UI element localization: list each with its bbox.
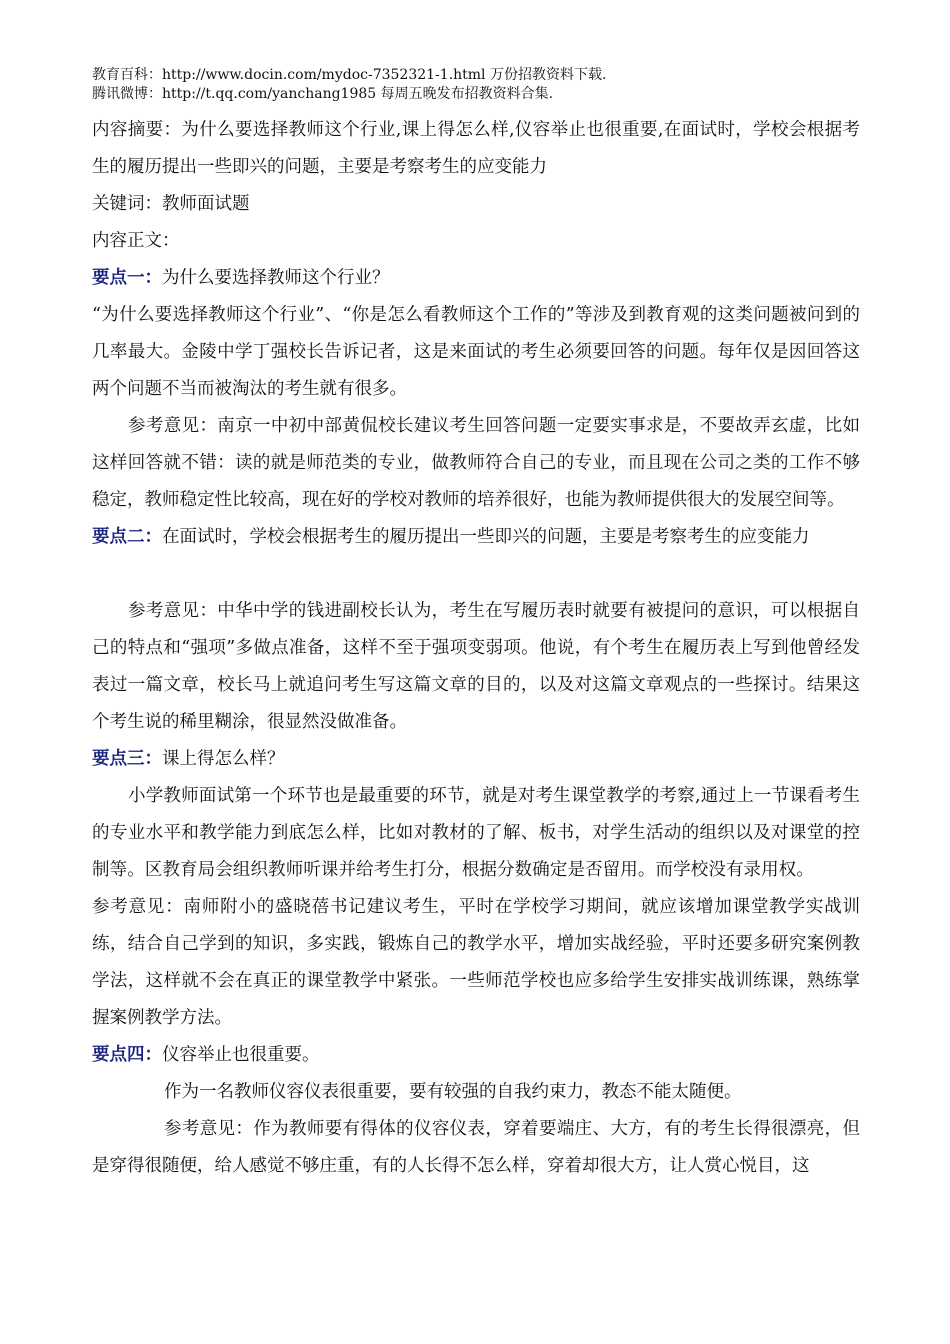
- point-4-paragraph-1: 作为一名教师仪容仪表很重要，要有较强的自我约束力，教态不能太随便。: [164, 1082, 742, 1102]
- point-4-heading: [92, 1037, 860, 1074]
- keywords-text: 教师面试题: [162, 194, 250, 214]
- point-4-title: 仪容举止也很重要。: [162, 1045, 320, 1065]
- keywords-label: 关键词：: [92, 194, 162, 214]
- point-2-paragraph-1: 参考意见：中华中学的钱进副校长认为，考生在写履历表时就要有被提问的意识，可以根据自己的特点和“强项”多做点准备，这样不至于强项变弱项。他说，有个考生在履历表上写到他曾经发表过一篇文章，校长马上就追问考生写这篇文章的目的，以及对这篇文章观点的一些探讨。结果这个考生说的稀里糊涂，很显然没做准备。: [92, 601, 860, 732]
- summary: [92, 112, 860, 186]
- blank-line: [92, 556, 860, 593]
- point-1-label: 要点一：: [92, 268, 162, 288]
- point-4-label: 要点四：: [92, 1045, 162, 1065]
- point-4-paragraph-2: 参考意见：作为教师要有得体的仪容仪表，穿着要端庄、大方，有的考生长得很漂亮，但是穿得很随便，给人感觉不够庄重，有的人长得不怎么样，穿着却很大方，让人赏心悦目，这: [92, 1119, 860, 1176]
- point-3-label: 要点三：: [92, 749, 162, 769]
- summary-label: 内容摘要：: [92, 120, 182, 140]
- point-1-title: 为什么要选择教师这个行业？: [162, 268, 390, 288]
- point-2-label: 要点二：: [92, 527, 162, 547]
- summary-text: 为什么要选择教师这个行业,课上得怎么样,仪容举止也很重要,在面试时，学校会根据考生的履历提出一些即兴的问题，主要是考察考生的应变能力: [92, 120, 861, 177]
- point-2-heading: [92, 519, 860, 556]
- point-1-paragraph-1: “为什么要选择教师这个行业”、“你是怎么看教师这个工作的”等涉及到教育观的这类问题被问到的几率最大。金陵中学丁强校长告诉记者，这是来面试的考生必须要回答的问题。每年仅是因回答这两个问题不当而被淘汰的考生就有很多。: [92, 305, 860, 399]
- point-3-paragraph-2: 参考意见：南师附小的盛晓蓓书记建议考生，平时在学校学习期间，就应该增加课堂教学实战训练，结合自己学到的知识，多实践，锻炼自己的教学水平，增加实战经验，平时还要多研究案例教学法，这样就不会在真正的课堂教学中紧张。一些师范学校也应多给学生安排实战训练课，熟练掌握案例教学方法。: [92, 897, 860, 1028]
- point-1-heading: [92, 260, 860, 297]
- document-page: [92, 66, 860, 1185]
- keywords: [92, 186, 860, 223]
- point-3-title: 课上得怎么样？: [162, 749, 285, 769]
- point-1-paragraph-2: 参考意见：南京一中初中部黄侃校长建议考生回答问题一定要实事求是，不要故弄玄虚，比如这样回答就不错：读的就是师范类的专业，做教师符合自己的专业，而且现在公司之类的工作不够稳定，教师稳定性比较高，现在好的学校对教师的培养很好，也能为教师提供很大的发展空间等。: [92, 416, 860, 510]
- point-3-heading: [92, 741, 860, 778]
- point-2-title: 在面试时，学校会根据考生的履历提出一些即兴的问题，主要是考察考生的应变能力: [162, 527, 810, 547]
- point-3-paragraph-1: 小学教师面试第一个环节也是最重要的环节，就是对考生课堂教学的考察,通过上一节课看考生的专业水平和教学能力到底怎么样，比如对教材的了解、板书，对学生活动的组织以及对课堂的控制等。区教育局会组织教师听课并给考生打分，根据分数确定是否留用。而学校没有录用权。: [92, 786, 860, 880]
- body-label: 内容正文：: [92, 231, 180, 251]
- point-3-paragraph: [92, 778, 860, 1037]
- header-line-1: 教育百科：http://www.docin.com/mydoc-7352321-1.html 万份招教资料下载.: [92, 67, 607, 83]
- header-line-2: 腾讯微博：http://t.qq.com/yanchang1985 每周五晚发布招教资料合集.: [92, 86, 554, 102]
